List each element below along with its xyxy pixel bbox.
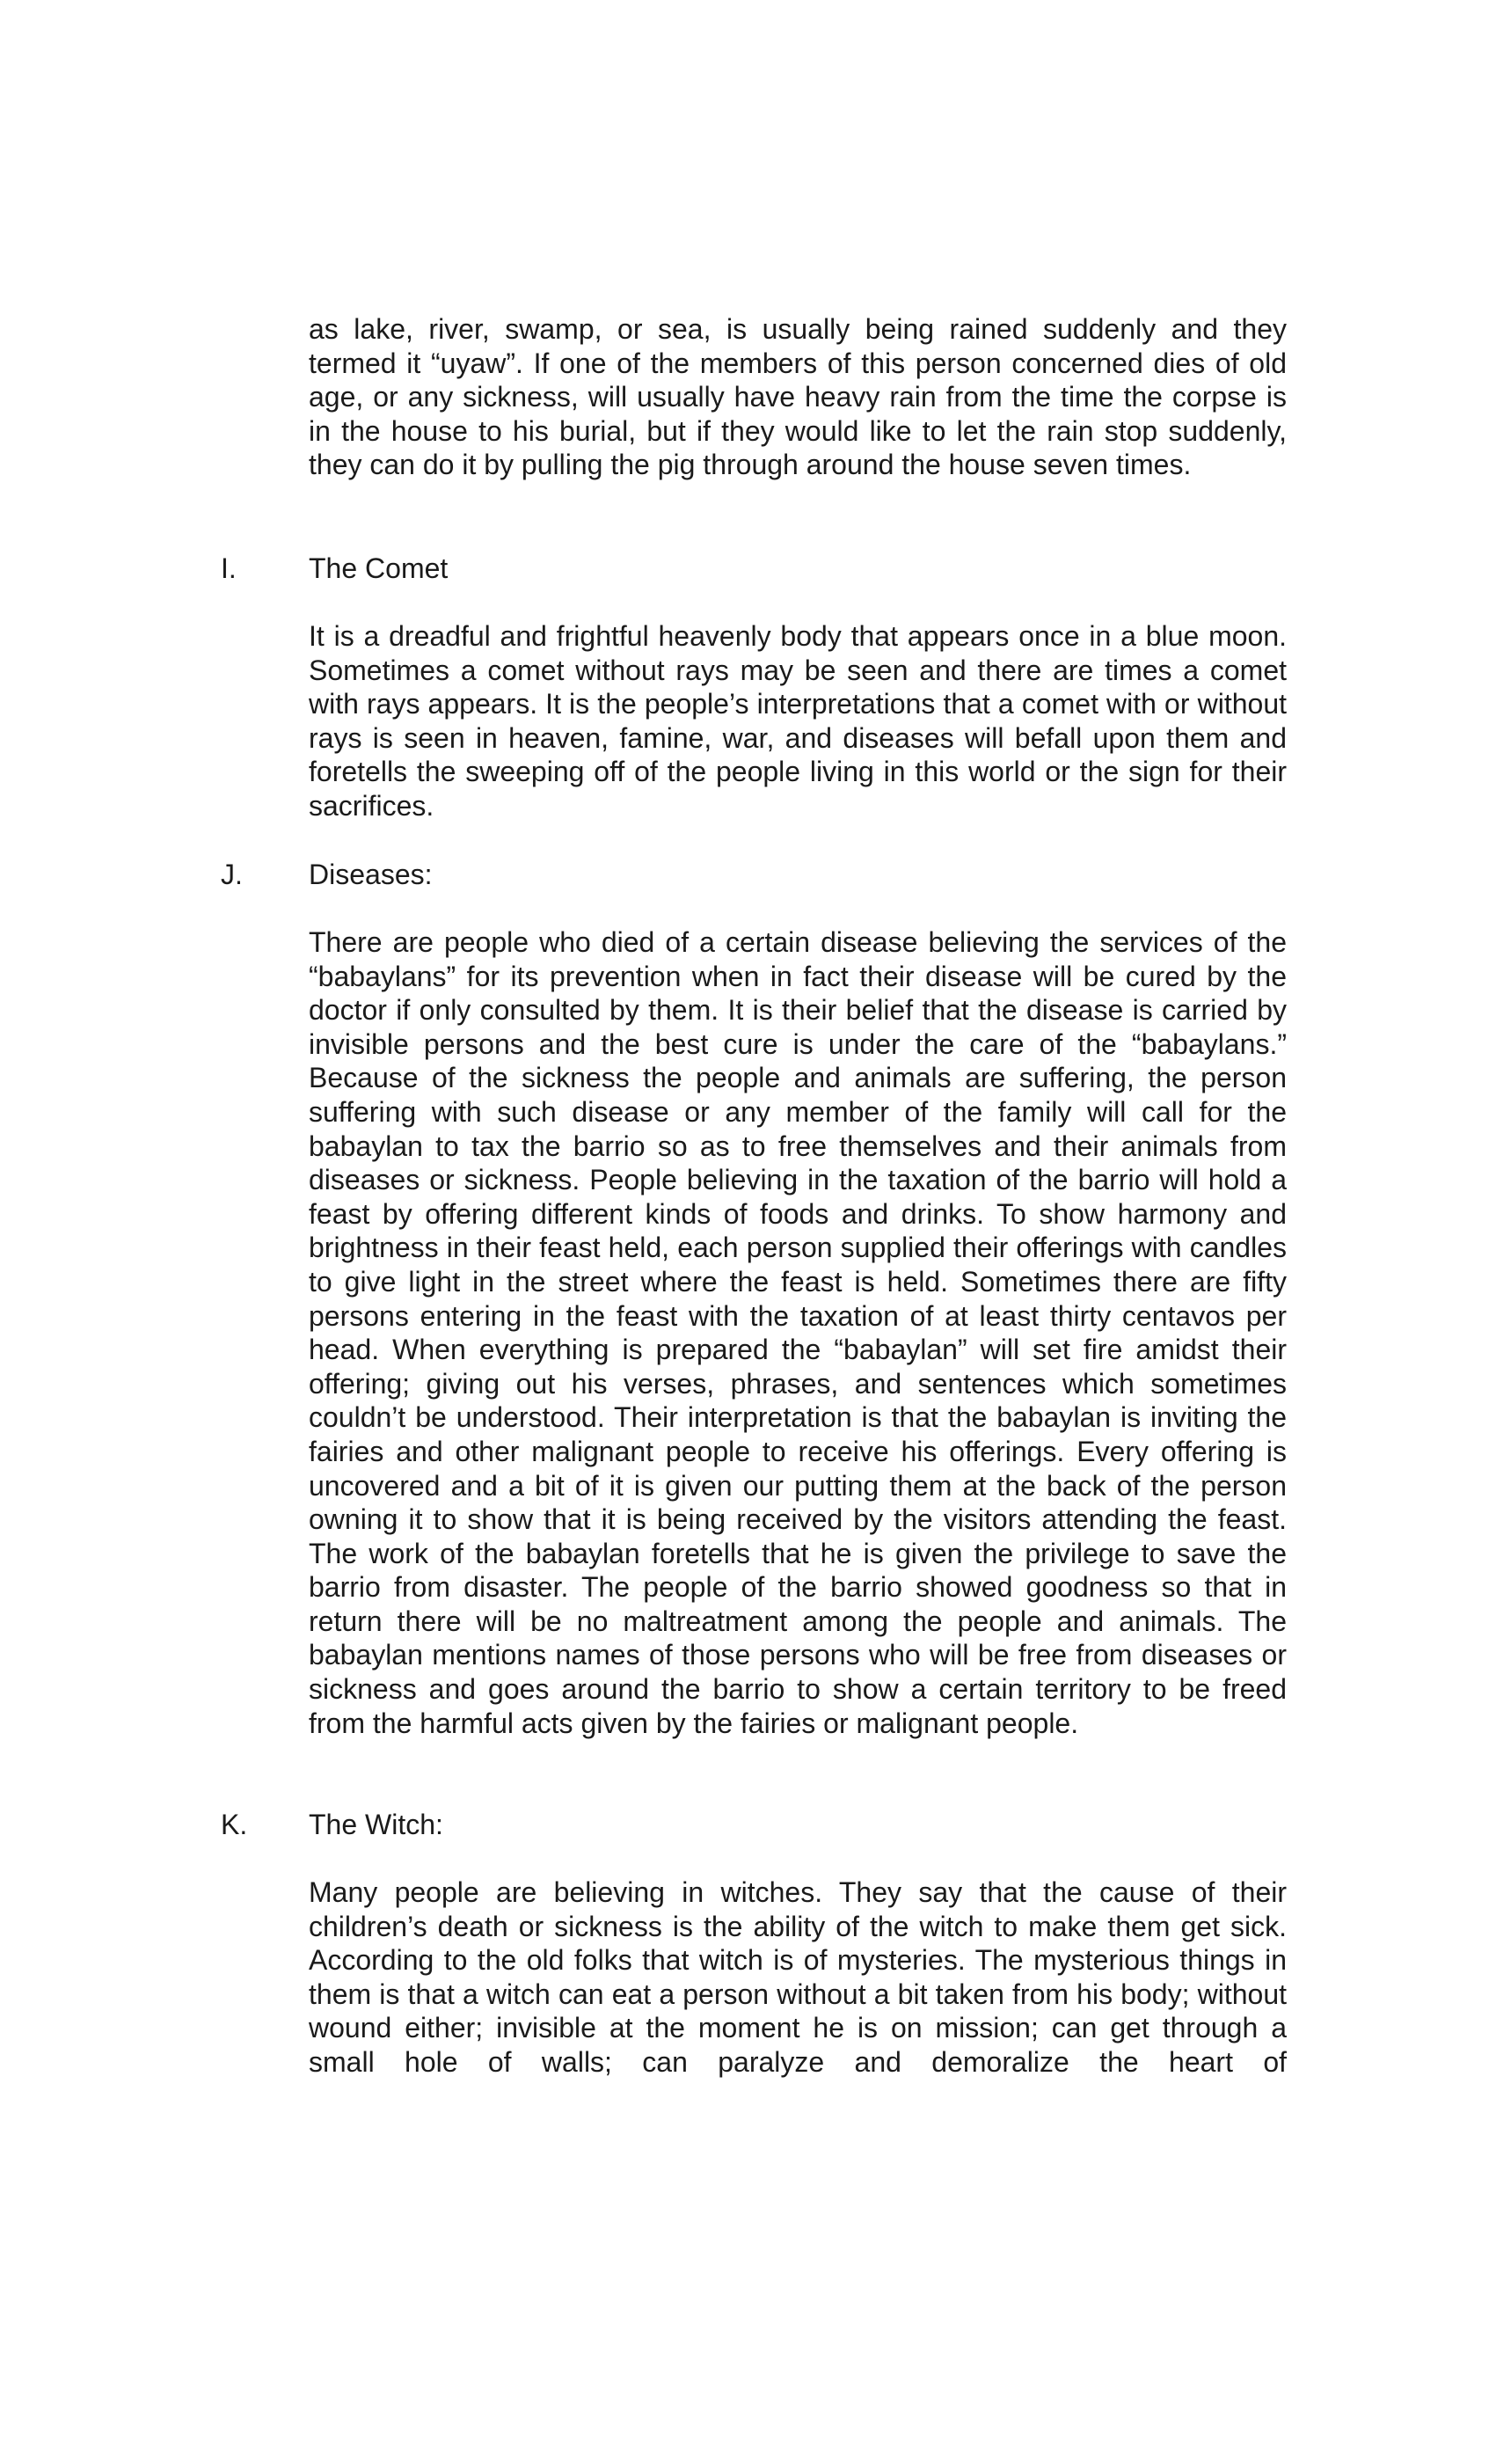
section-title: The Comet: [309, 552, 449, 584]
section-letter: I.: [221, 552, 237, 584]
section-heading-witch: [0, 1808, 1496, 1843]
section-letter: K.: [221, 1809, 248, 1840]
section-letter: J.: [221, 859, 243, 890]
section-title: The Witch:: [309, 1809, 443, 1840]
section-body-comet: It is a dreadful and frightful heavenly body that appears once in a blue moon. Sometimes a comet without rays may be seen and there are times a comet with rays appears. It is the people’s interpretations that a comet with or without rays is seen in heaven, famine, war, and diseases will befall upon them and foretells the sweeping off of the people living in this world or the sign for their sacrifices.: [309, 620, 1287, 822]
section-heading-comet: [0, 552, 1496, 587]
section-body-diseases: There are people who died of a certain disease believing the services of the “babaylans” for its prevention when in fact their disease will be cured by the doctor if only consulted by them. It is their belief that the disease is carried by invisible persons and the best cure is under the care of the “babaylans.” Because of the sickness the people and animals are suffering, the person suffering with such disease or any member of the family will call for the babaylan to tax the barrio so as to free themselves and their animals from diseases or sickness. People believing in the taxation of the barrio will hold a feast by offering different kinds of foods and drinks. To show harmony and brightness in their feast held, each person supplied their offerings with candles to give light in the street where the feast is held. Sometimes there are fifty persons entering in the feast with the taxation of at least thirty centavos per head. When everything is prepared the “babaylan” will set fire amidst their offering; giving out his verses, phrases, and sentences which sometimes couldn’t be understood. Their interpretation is that the babaylan is inviting the fairies and other malignant people to receive his offerings. Every offering is uncovered and a bit of it is given our putting them at the back of the person owning it to show that it is being received by the visitors attending the feast. The work of the babaylan foretells that he is given the privilege to save the barrio from disaster. The people of the barrio showed goodness so that in return there will be no maltreatment among the people and animals. The babaylan mentions names of those persons who will be free from diseases or sickness and goes around the barrio to show a certain territory to be freed from the harmful acts given by the fairies or malignant people.: [309, 926, 1287, 1739]
section-title: Diseases:: [309, 859, 433, 890]
section-body-witch: Many people are believing in witches. They say that the cause of their children’s death or sickness is the ability of the witch to make them get sick. According to the old folks that witch is of mysteries. The mysterious things in them is that a witch can eat a person without a bit taken from his body; without wound either; invisible at the moment he is on mission; can get through a small hole of walls; can paralyze and demoralize the heart of: [309, 1876, 1287, 2078]
section-heading-diseases: [0, 858, 1496, 893]
intro-paragraph: as lake, river, swamp, or sea, is usually being rained suddenly and they termed it “uyaw”. If one of the members of this person concerned dies of old age, or any sickness, will usually have heavy rain from the time the corpse is in the house to his burial, but if they would like to let the rain stop suddenly, they can do it by pulling the pig through around the house seven times.: [309, 313, 1287, 481]
